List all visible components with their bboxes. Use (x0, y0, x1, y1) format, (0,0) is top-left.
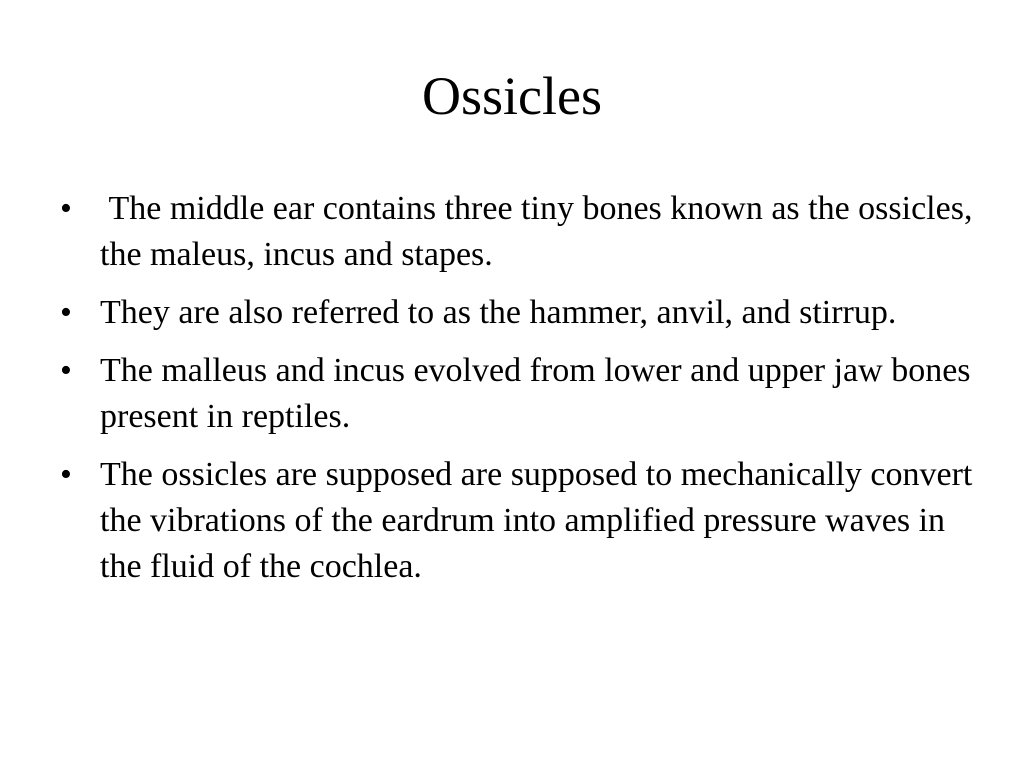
bullet-item (58, 348, 988, 440)
bullet-icon: • (60, 190, 72, 227)
bullet-icon: • (60, 294, 72, 331)
bullet-item (58, 452, 988, 590)
bullet-text: They are also referred to as the hammer, anvil, and stirrup. (100, 294, 897, 331)
slide-title: Ossicles (422, 66, 602, 126)
bullet-text: The ossicles are supposed are supposed to mechanically convert the vibrations of the eardrum into amplified pressure waves in the fluid of the cochlea. (100, 456, 973, 585)
bullet-item (58, 290, 988, 336)
bullet-list (58, 186, 988, 602)
bullet-icon: • (60, 456, 72, 493)
bullet-item (58, 186, 988, 278)
bullet-text: The malleus and incus evolved from lower and upper jaw bones present in reptiles. (100, 352, 971, 435)
bullet-icon: • (60, 352, 72, 389)
bullet-text: The middle ear contains three tiny bones known as the ossicles, the maleus, incus and stapes. (100, 190, 981, 273)
